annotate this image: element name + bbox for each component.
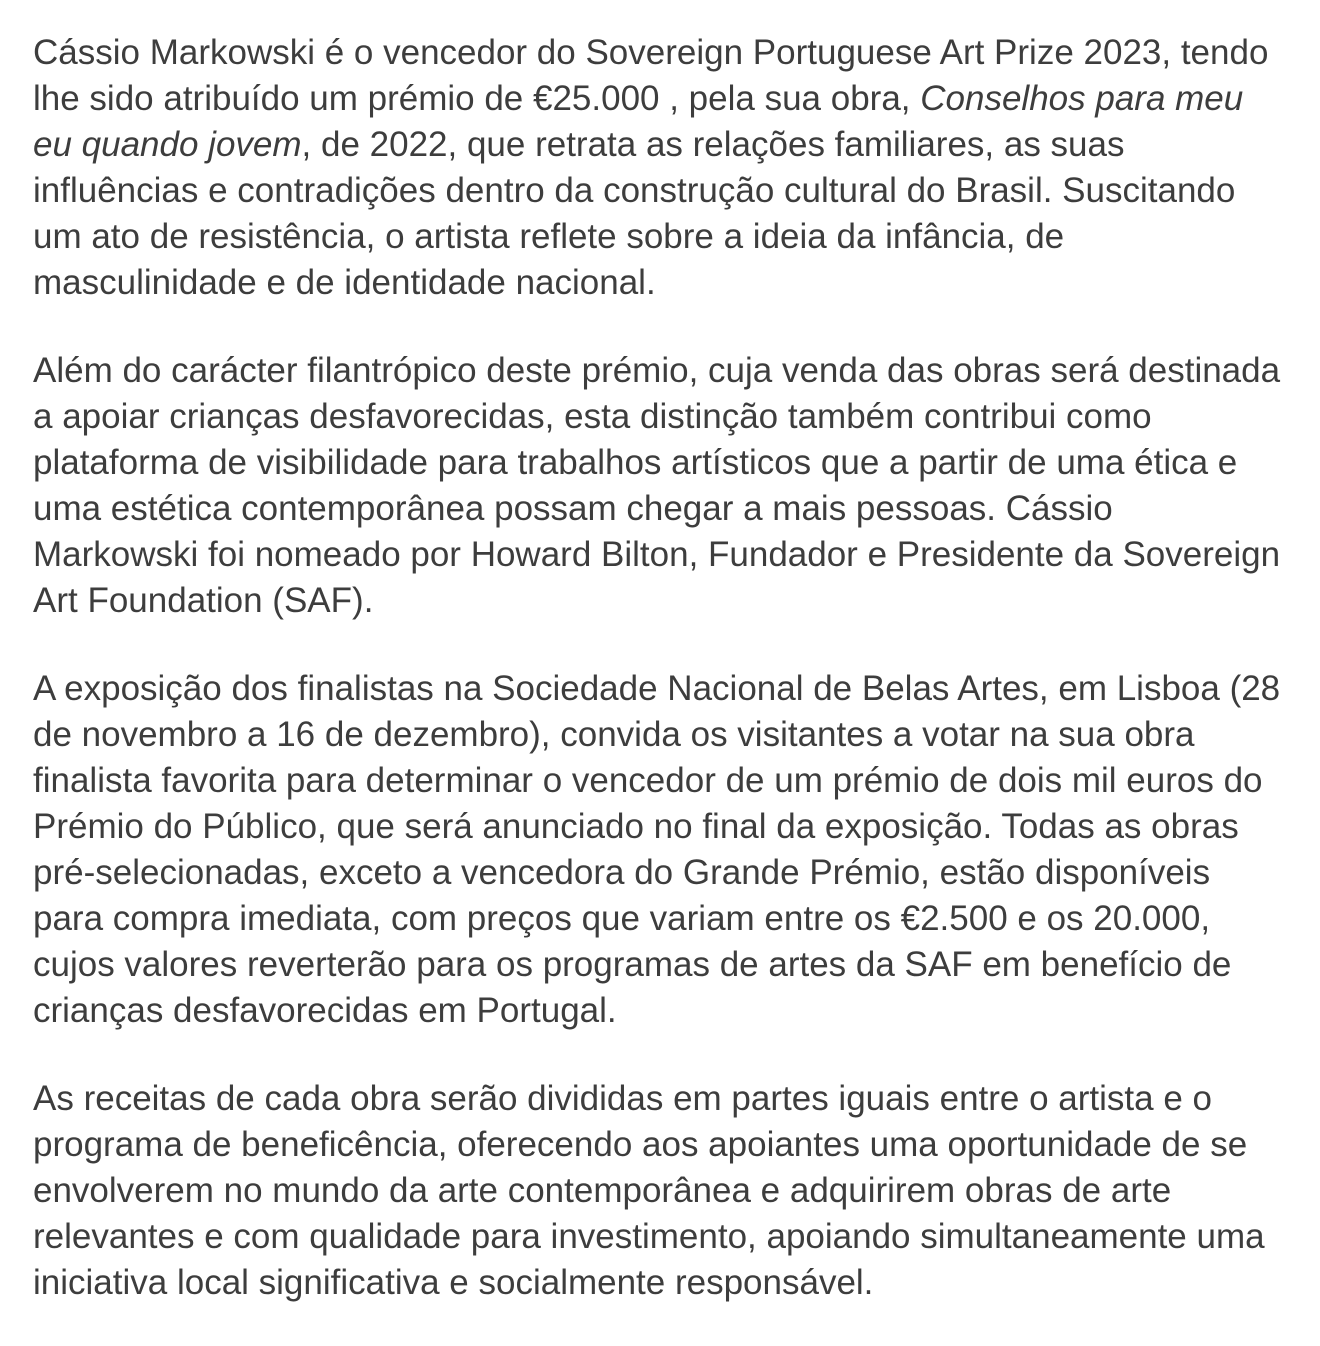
article-paragraph bbox=[33, 30, 1287, 306]
text-segment: Além do carácter filantrópico deste prémio, cuja venda das obras será destinada a apoiar crianças desfavorecidas, esta distinção também contribui como plataforma de visibilidade para trabalhos artísticos que a partir de uma ética e uma estética contemporânea possam chegar a mais pessoas. Cássio Markowski foi nomeado por Howard Bilton, Fundador e Presidente da Sovereign Art Foundation (SAF). bbox=[33, 351, 1281, 620]
article-paragraph bbox=[33, 1076, 1287, 1306]
work-title-italic: Conselhos para meu eu quando jovem bbox=[33, 79, 1244, 164]
article-paragraph bbox=[33, 348, 1287, 624]
text-segment: As receitas de cada obra serão divididas em partes iguais entre o artista e o programa de beneficência, oferecendo aos apoiantes uma oportunidade de se envolverem no mundo da arte contemporânea e adquirirem obras de arte relevantes e com qualidade para investimento, apoiando simultaneamente uma iniciativa local significativa e socialmente responsável. bbox=[33, 1079, 1265, 1302]
text-segment: A exposição dos finalistas na Sociedade Nacional de Belas Artes, em Lisboa (28 de novembro a 16 de dezembro), convida os visitantes a votar na sua obra finalista favorita para determinar o vencedor de um prémio de dois mil euros do Prémio do Público, que será anunciado no final da exposição. Todas as obras pré-selecionadas, exceto a vencedora do Grande Prémio, estão disponíveis para compra imediata, com preços que variam entre os €2.500 e os 20.000, cujos valores reverterão para os programas de artes da SAF em benefício de crianças desfavorecidas em Portugal. bbox=[33, 669, 1281, 1030]
text-segment: Cássio Markowski é o vencedor do Sovereign Portuguese Art Prize 2023, tendo lhe sido atribuído um prémio de €25.000 , pela sua obra, bbox=[33, 33, 1269, 118]
article-paragraph bbox=[33, 666, 1287, 1034]
text-segment: , de 2022, que retrata as relações familiares, as suas influências e contradições dentro da construção cultural do Brasil. Suscitando um ato de resistência, o artista reflete sobre a ideia da infância, de masculinidade e de identidade nacional. bbox=[33, 125, 1236, 302]
